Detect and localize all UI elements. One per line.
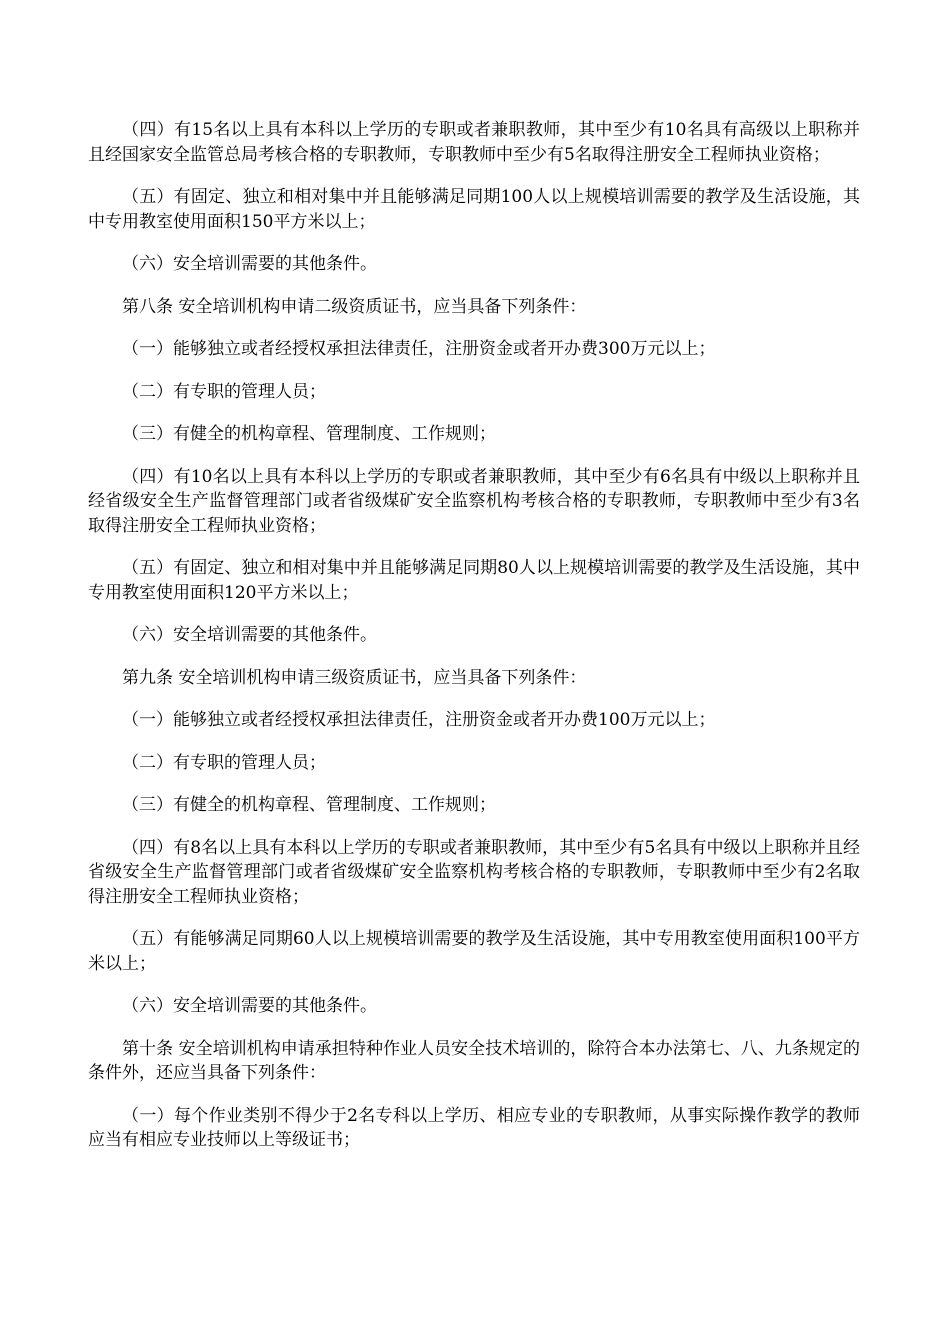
article-heading: 第九条 安全培训机构申请三级资质证书，应当具备下列条件： (122, 667, 587, 688)
paragraph: （二）有专职的管理人员； (122, 752, 326, 773)
paragraph: （三）有健全的机构章程、管理制度、工作规则； (122, 795, 496, 815)
paragraph: （四）有15名以上具有本科以上学历的专职或者兼职教师，其中至少有10名具有高级以上职称并且经国家安全监管总局考核合格的专职教师，专职教师中至少有5名取得注册安全工程师执业资格； (88, 120, 860, 165)
paragraph: （二）有专职的管理人员； (122, 381, 326, 402)
paragraph: （一）能够独立或者经授权承担法律责任，注册资金或者开办费300万元以上； (122, 339, 716, 359)
paragraph: （三）有健全的机构章程、管理制度、工作规则； (122, 424, 496, 444)
article-heading: 第八条 安全培训机构申请二级资质证书，应当具备下列条件： (122, 296, 587, 317)
paragraph: （一）每个作业类别不得少于2名专科以上学历、相应专业的专职教师，从事实际操作教学的教师应当有相应专业技师以上等级证书； (88, 1105, 860, 1150)
paragraph: （六）安全培训需要的其他条件。 (122, 996, 377, 1016)
paragraph: （五）有固定、独立和相对集中并且能够满足同期80人以上规模培训需要的教学及生活设施，其中专用教室使用面积120平方米以上； (88, 558, 860, 603)
article-heading: 第十条 安全培训机构申请承担特种作业人员安全技术培训的，除符合本办法第七、八、九条规定的条件外，还应当具备下列条件： (88, 1038, 860, 1083)
paragraph: （一）能够独立或者经授权承担法律责任，注册资金或者开办费100万元以上； (122, 710, 716, 730)
paragraph: （五）有能够满足同期60人以上规模培训需要的教学及生活设施，其中专用教室使用面积100平方米以上； (88, 929, 860, 974)
document-body (88, 118, 860, 1171)
paragraph: （六）安全培训需要的其他条件。 (122, 625, 377, 645)
paragraph: （六）安全培训需要的其他条件。 (122, 254, 377, 274)
paragraph: （四）有8名以上具有本科以上学历的专职或者兼职教师，其中至少有5名具有中级以上职称并且经省级安全生产监督管理部门或者省级煤矿安全监察机构考核合格的专职教师，专职教师中至少有2名取得注册安全工程师执业资格； (88, 837, 860, 907)
paragraph: （四）有10名以上具有本科以上学历的专职或者兼职教师，其中至少有6名具有中级以上职称并且经省级安全生产监督管理部门或者省级煤矿安全监察机构考核合格的专职教师，专职教师中至少有3名取得注册安全工程师执业资格； (88, 466, 860, 536)
paragraph: （五）有固定、独立和相对集中并且能够满足同期100人以上规模培训需要的教学及生活设施，其中专用教室使用面积150平方米以上； (88, 187, 860, 232)
